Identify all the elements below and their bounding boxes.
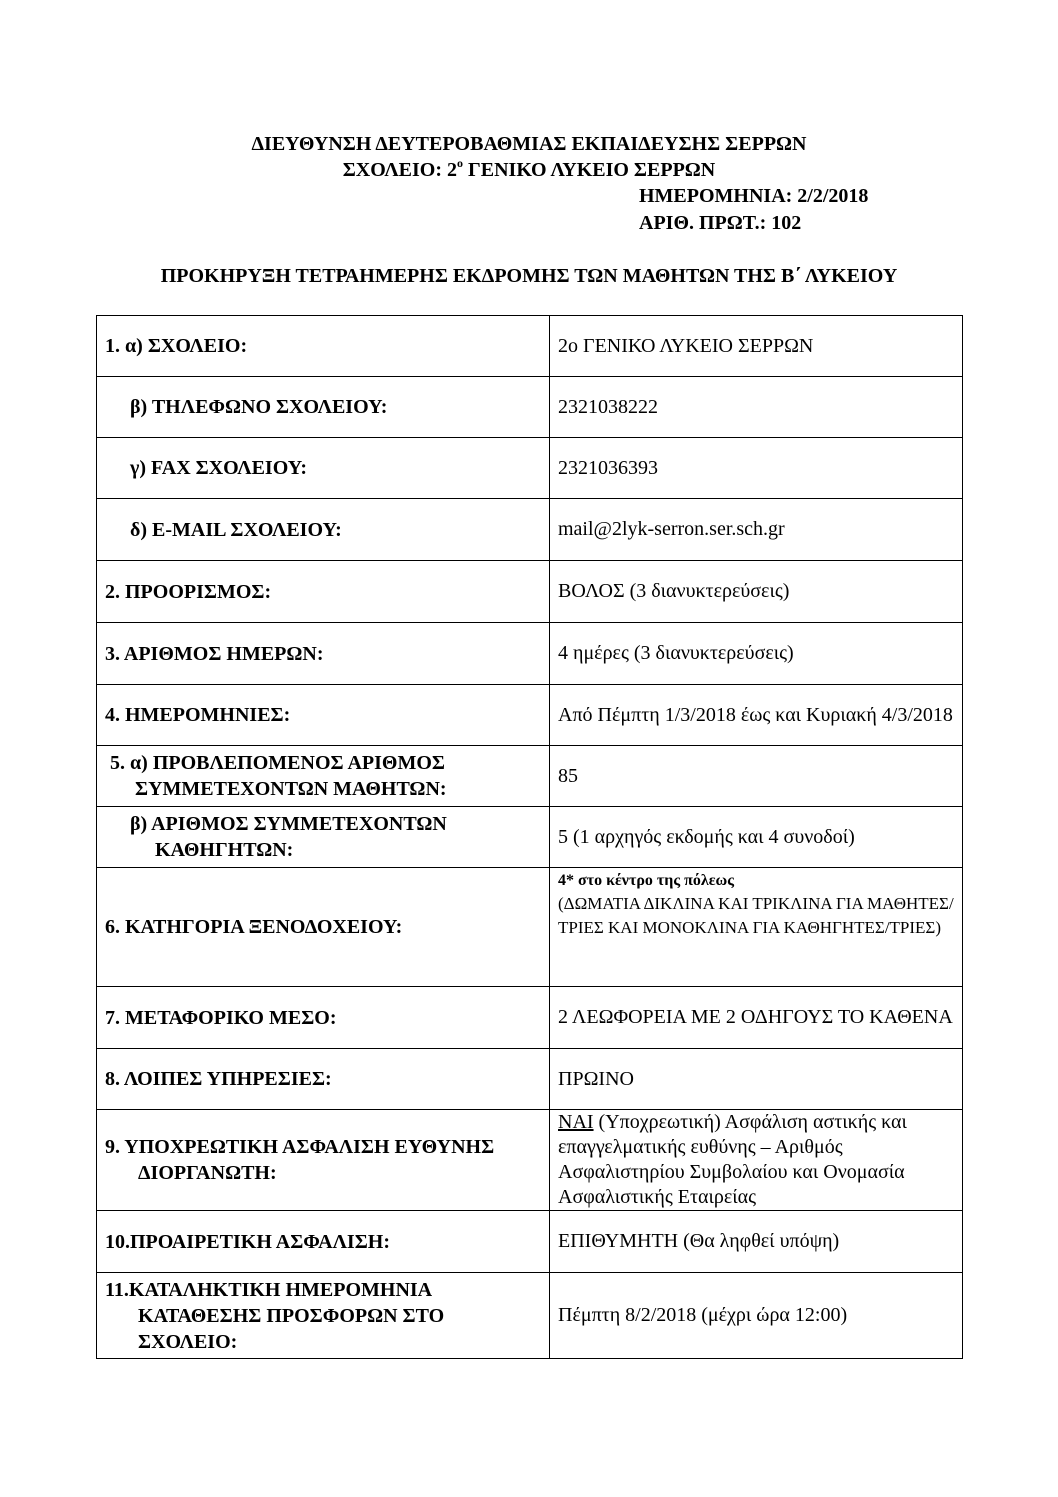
table-row [97, 807, 963, 868]
table-row [97, 438, 963, 499]
table-row [97, 377, 963, 438]
row-value: 4 ημέρες (3 διανυκτερεύσεις) [550, 623, 963, 685]
row-label: 5. α) ΠΡΟΒΛΕΠΟΜΕΝΟΣ ΑΡΙΘΜΟΣ ΣΥΜΜΕΤΕΧΟΝΤΩΝ ΜΑΘΗΤΩΝ: [97, 746, 550, 807]
row-value: Πέμπτη 8/2/2018 (μέχρι ώρα 12:00) [550, 1273, 963, 1359]
insurance-details: (Υποχρεωτική) Ασφάλιση αστικής και επαγγελματικής ευθύνης – Αριθμός Ασφαλιστηρίου Συμβολαίου και Ονομασία Ασφαλιστικής Εταιρείας [558, 1111, 907, 1208]
row-label: δ) E-MAIL ΣΧΟΛΕΙΟΥ: [97, 499, 550, 561]
row-value: 2321036393 [550, 438, 963, 499]
row-value [550, 1110, 963, 1211]
table-row [97, 1049, 963, 1110]
row-label: 6. ΚΑΤΗΓΟΡΙΑ ΞΕΝΟΔΟΧΕΙΟΥ: [97, 868, 550, 987]
table-row [97, 499, 963, 561]
date-heading: ΗΜΕΡΟΜΗΝΙΑ: 2/2/2018 [639, 185, 869, 207]
hotel-category: 4* στο κέντρο της πόλεως [558, 872, 734, 889]
table-row [97, 685, 963, 746]
row-value: ΠΡΩΙΝΟ [550, 1049, 963, 1110]
row-label: γ) FAX ΣΧΟΛΕΙΟΥ: [97, 438, 550, 499]
table-row [97, 561, 963, 623]
row-value: 85 [550, 746, 963, 807]
document-title: ΠΡΟΚΗΡΥΞΗ ΤΕΤΡΑΗΜΕΡΗΣ ΕΚΔΡΟΜΗΣ ΤΩΝ ΜΑΘΗΤΩΝ ΤΗΣ Β΄ ΛΥΚΕΙΟΥ [160, 265, 898, 287]
row-value: 2 ΛΕΩΦΟΡΕΙΑ ΜΕ 2 ΟΔΗΓΟΥΣ ΤΟ ΚΑΘΕΝΑ [550, 987, 963, 1049]
row-value: 2321038222 [550, 377, 963, 438]
school-ordinal: ο [457, 156, 464, 171]
row-label: 2. ΠΡΟΟΡΙΣΜΟΣ: [97, 561, 550, 623]
school-suffix: ΓΕΝΙΚΟ ΛΥΚΕΙΟ ΣΕΡΡΩΝ [463, 159, 716, 181]
table-row [97, 868, 963, 987]
row-label: 3. ΑΡΙΘΜΟΣ ΗΜΕΡΩΝ: [97, 623, 550, 685]
row-value: ΒΟΛΟΣ (3 διανυκτερεύσεις) [550, 561, 963, 623]
row-label: 7. ΜΕΤΑΦΟΡΙΚΟ ΜΕΣΟ: [97, 987, 550, 1049]
row-label: 10.ΠΡΟΑΙΡΕΤΙΚΗ ΑΣΦΑΛΙΣΗ: [97, 1211, 550, 1273]
row-label: 4. ΗΜΕΡΟΜΗΝΙΕΣ: [97, 685, 550, 746]
row-value: 5 (1 αρχηγός εκδομής και 4 συνοδοί) [550, 807, 963, 868]
row-value [550, 868, 963, 987]
protocol-heading: ΑΡΙΘ. ΠΡΩΤ.: 102 [639, 212, 802, 234]
row-value: Από Πέμπτη 1/3/2018 έως και Κυριακή 4/3/2018 [550, 685, 963, 746]
table-row [97, 316, 963, 377]
table-row [97, 1273, 963, 1359]
row-label: β) ΤΗΛΕΦΩΝΟ ΣΧΟΛΕΙΟΥ: [97, 377, 550, 438]
row-label: 9. ΥΠΟΧΡΕΩΤΙΚΗ ΑΣΦΑΛΙΣΗ ΕΥΘΥΝΗΣ ΔΙΟΡΓΑΝΩΤΗ: [97, 1110, 550, 1211]
row-label: 8. ΛΟΙΠΕΣ ΥΠΗΡΕΣΙΕΣ: [97, 1049, 550, 1110]
row-value: mail@2lyk-serron.ser.sch.gr [550, 499, 963, 561]
table-row [97, 623, 963, 685]
row-value: 2ο ΓΕΝΙΚΟ ΛΥΚΕΙΟ ΣΕΡΡΩΝ [550, 316, 963, 377]
school-prefix: ΣΧΟΛΕΙΟ: 2 [342, 159, 458, 181]
insurance-yes: ΝΑΙ [558, 1111, 594, 1133]
row-label: β) ΑΡΙΘΜΟΣ ΣΥΜΜΕΤΕΧΟΝΤΩΝ ΚΑΘΗΓΗΤΩΝ: [97, 807, 550, 868]
directorate-heading: ΔΙΕΥΘΥΝΣΗ ΔΕΥΤΕΡΟΒΑΘΜΙΑΣ ΕΚΠΑΙΔΕΥΣΗΣ ΣΕΡΡΩΝ [251, 133, 807, 155]
row-label: 11.ΚΑΤΑΛΗΚΤΙΚΗ ΗΜΕΡΟΜΗΝΙΑ ΚΑΤΑΘΕΣΗΣ ΠΡΟΣΦΟΡΩΝ ΣΤΟ ΣΧΟΛΕΙΟ: [97, 1273, 550, 1359]
room-details: (ΔΩΜΑΤΙΑ ΔΙΚΛΙΝΑ ΚΑΙ ΤΡΙΚΛΙΝΑ ΓΙΑ ΜΑΘΗΤΕΣ/ΤΡΙΕΣ ΚΑΙ ΜΟΝΟΚΛΙΝΑ ΓΙΑ ΚΑΘΗΓΗΤΕΣ/ΤΡΙΕΣ) [558, 894, 954, 937]
table-row [97, 1211, 963, 1273]
row-label: 1. α) ΣΧΟΛΕΙΟ: [97, 316, 550, 377]
school-heading [0, 157, 1058, 183]
table-row [97, 1110, 963, 1211]
row-value: ΕΠΙΘΥΜΗΤΗ (Θα ληφθεί υπόψη) [550, 1211, 963, 1273]
table-row [97, 746, 963, 807]
table-row [97, 987, 963, 1049]
trip-details-table [96, 315, 963, 1359]
